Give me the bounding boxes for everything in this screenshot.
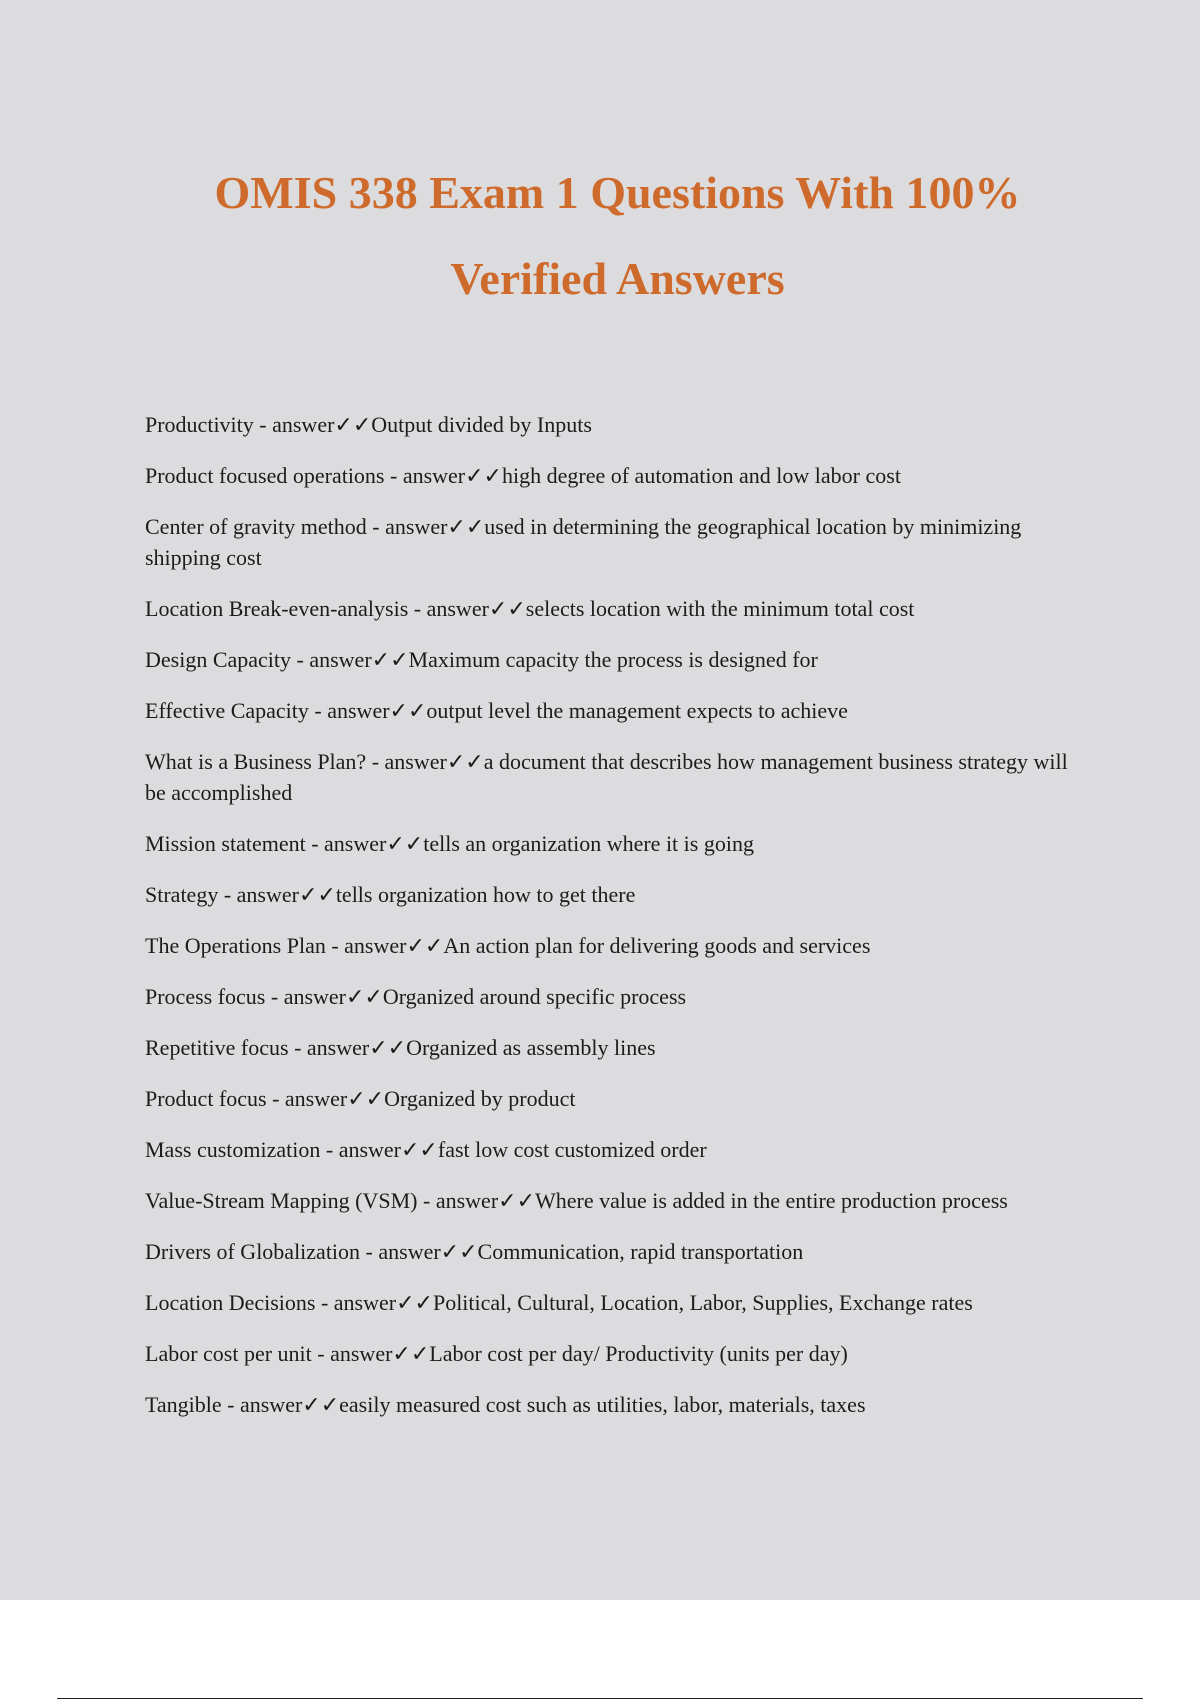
page-gap	[0, 1600, 1200, 1700]
qa-item-operations-plan: The Operations Plan - answer✓✓An action plan for delivering goods and services	[145, 933, 871, 958]
qa-item-design-capacity: Design Capacity - answer✓✓Maximum capacity the process is designed for	[145, 647, 818, 672]
qa-item-labor-cost-per-unit: Labor cost per unit - answer✓✓Labor cost per day/ Productivity (units per day)	[145, 1341, 848, 1366]
qa-item-mission-statement: Mission statement - answer✓✓tells an organization where it is going	[145, 831, 754, 856]
page-title	[0, 150, 1200, 322]
qa-item-strategy: Strategy - answer✓✓tells organization how to get there	[145, 882, 636, 907]
qa-item-business-plan: What is a Business Plan? - answer✓✓a document that describes how management business strategy will be accomplished	[145, 749, 1068, 805]
qa-item-mass-customization: Mass customization - answer✓✓fast low cost customized order	[145, 1137, 707, 1162]
qa-item-effective-capacity: Effective Capacity - answer✓✓output level the management expects to achieve	[145, 698, 848, 723]
footer-divider	[57, 1698, 1143, 1699]
title-line-1: OMIS 338 Exam 1 Questions With 100%	[214, 167, 1021, 218]
qa-item-process-focus: Process focus - answer✓✓Organized around specific process	[145, 984, 687, 1009]
qa-item-productivity: Productivity - answer✓✓Output divided by Inputs	[145, 412, 592, 437]
qa-item-product-focus: Product focus - answer✓✓Organized by product	[145, 1086, 576, 1111]
qa-item-location-decisions: Location Decisions - answer✓✓Political, Cultural, Location, Labor, Supplies, Exchange rates	[145, 1290, 973, 1315]
qa-item-center-of-gravity-method: Center of gravity method - answer✓✓used in determining the geographical location by minimizing shipping cost	[145, 514, 1022, 570]
qa-item-product-focused-operations: Product focused operations - answer✓✓high degree of automation and low labor cost	[145, 463, 901, 488]
qa-item-tangible: Tangible - answer✓✓easily measured cost such as utilities, labor, materials, taxes	[145, 1392, 866, 1417]
qa-list	[145, 409, 1075, 1440]
qa-item-repetitive-focus: Repetitive focus - answer✓✓Organized as assembly lines	[145, 1035, 656, 1060]
title-line-2: Verified Answers	[450, 253, 785, 304]
qa-item-drivers-of-globalization: Drivers of Globalization - answer✓✓Communication, rapid transportation	[145, 1239, 804, 1264]
qa-item-location-break-even-analysis: Location Break-even-analysis - answer✓✓selects location with the minimum total cost	[145, 596, 915, 621]
qa-item-value-stream-mapping: Value-Stream Mapping (VSM) - answer✓✓Where value is added in the entire production process	[145, 1188, 1008, 1213]
